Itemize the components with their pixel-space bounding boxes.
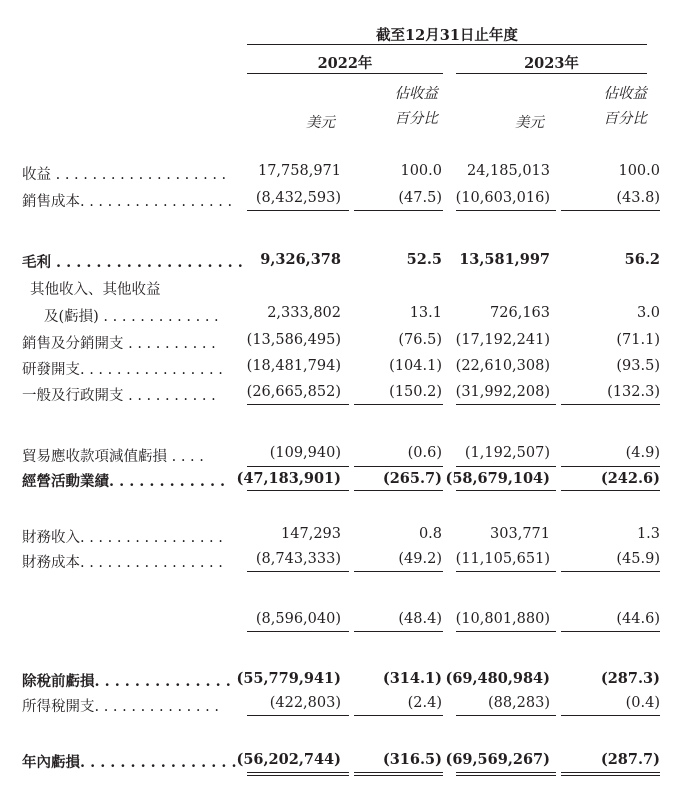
underline <box>247 404 349 405</box>
underline <box>456 631 556 632</box>
double-underline <box>354 772 443 773</box>
underline <box>354 631 443 632</box>
row-rnd-expenses-2022: (18,481,794) <box>246 358 341 374</box>
row-rnd-expenses-2023: (22,610,308) <box>455 358 550 374</box>
row-finance-costs-2023: (11,105,651) <box>455 551 550 567</box>
row-cost-of-sales-2022: (8,432,593) <box>255 190 341 206</box>
row-other-income-2023: 726,163 <box>490 305 550 321</box>
row-gross-profit-2022: 9,326,378 <box>260 251 341 268</box>
row-income-tax-2022: (422,803) <box>269 695 341 711</box>
row-gross-profit-2023: 13,581,997 <box>459 251 550 268</box>
year-2022-rule <box>247 73 443 74</box>
row-gross-profit-2023-pct: 56.2 <box>624 251 660 268</box>
row-revenue-2022-pct: 100.0 <box>400 163 442 179</box>
underline <box>247 210 349 211</box>
row-operating-results-2023: (58,679,104) <box>445 470 550 487</box>
underline <box>354 404 443 405</box>
row-loss-for-year-label: 年內虧損. . . . . . . . . . . . . . . . <box>22 754 237 771</box>
row-finance-costs-2023-pct: (45.9) <box>616 551 660 567</box>
row-finance-income-label: 財務收入. . . . . . . . . . . . . . . . <box>22 530 223 546</box>
row-rnd-expenses-2023-pct: (93.5) <box>616 358 660 374</box>
col-pct-2023-line2: 百分比 <box>603 111 647 127</box>
row-admin-expenses-2022: (26,665,852) <box>246 384 341 400</box>
row-income-tax-2023-pct: (0.4) <box>625 695 660 711</box>
double-underline <box>561 772 660 773</box>
row-gross-profit-label: 毛利 . . . . . . . . . . . . . . . . . . . <box>22 254 243 271</box>
double-underline <box>456 772 556 773</box>
col-pct-2023 <box>604 82 648 132</box>
row-net-finance-2022: (8,596,040) <box>255 611 341 627</box>
row-finance-costs-2022: (8,743,333) <box>255 551 341 567</box>
row-rnd-expenses-2022-pct: (104.1) <box>389 358 442 374</box>
row-impairment-2022-pct: (0.6) <box>407 445 442 461</box>
double-underline <box>456 775 556 776</box>
row-cost-of-sales-2023: (10,603,016) <box>455 190 550 206</box>
row-loss-for-year-2023-pct: (287.7) <box>600 751 660 768</box>
underline <box>354 490 443 491</box>
row-loss-for-year-2023: (69,569,267) <box>445 751 550 768</box>
underline <box>456 715 556 716</box>
underline <box>561 715 660 716</box>
col-pct-2022 <box>395 82 439 132</box>
row-loss-before-tax-2023: (69,480,984) <box>445 670 550 687</box>
row-loss-before-tax-2023-pct: (287.3) <box>600 670 660 687</box>
underline <box>561 490 660 491</box>
row-operating-results-2023-pct: (242.6) <box>600 470 660 487</box>
underline <box>456 466 556 467</box>
row-operating-results-2022-pct: (265.7) <box>382 470 442 487</box>
row-impairment-2023-pct: (4.9) <box>625 445 660 461</box>
row-loss-for-year-2022: (56,202,744) <box>236 751 341 768</box>
col-pct-2023-line1: 佔收益 <box>603 86 647 102</box>
row-other-income-label-line1: 其他收入、其他收益 <box>30 282 161 298</box>
row-revenue-2023: 24,185,013 <box>466 163 550 179</box>
double-underline <box>247 772 349 773</box>
underline <box>561 210 660 211</box>
row-finance-costs-label: 財務成本. . . . . . . . . . . . . . . . <box>22 555 223 571</box>
underline <box>247 466 349 467</box>
underline <box>354 466 443 467</box>
period-heading: 截至12月31日止年度 <box>376 27 518 44</box>
row-other-income-2022-pct: 13.1 <box>409 305 442 321</box>
row-other-income-2023-pct: 3.0 <box>636 305 660 321</box>
row-admin-expenses-2023: (31,992,208) <box>455 384 550 400</box>
row-admin-expenses-2022-pct: (150.2) <box>389 384 442 400</box>
row-selling-expenses-2023-pct: (71.1) <box>616 332 660 348</box>
row-loss-before-tax-label: 除稅前虧損. . . . . . . . . . . . . . <box>22 673 231 690</box>
double-underline <box>561 775 660 776</box>
row-net-finance-2023: (10,801,880) <box>455 611 550 627</box>
col-pct-2022-line2: 百分比 <box>394 111 438 127</box>
row-impairment-label: 貿易應收款項減值虧損 . . . . <box>22 449 204 465</box>
row-loss-before-tax-2022-pct: (314.1) <box>382 670 442 687</box>
row-net-finance-2022-pct: (48.4) <box>398 611 442 627</box>
underline <box>247 571 349 572</box>
row-income-tax-2022-pct: (2.4) <box>407 695 442 711</box>
year-2023-heading: 2023年 <box>524 55 579 72</box>
year-2023-rule <box>456 73 647 74</box>
row-finance-income-2023-pct: 1.3 <box>636 526 660 542</box>
row-revenue-2023-pct: 100.0 <box>618 163 660 179</box>
row-admin-expenses-label: 一般及行政開支 . . . . . . . . . . <box>22 388 216 404</box>
underline <box>561 404 660 405</box>
row-selling-expenses-2023: (17,192,241) <box>455 332 550 348</box>
row-finance-costs-2022-pct: (49.2) <box>398 551 442 567</box>
row-operating-results-2022: (47,183,901) <box>236 470 341 487</box>
row-rnd-expenses-label: 研發開支. . . . . . . . . . . . . . . . <box>22 362 223 378</box>
row-other-income-label-line2: 及(虧損) . . . . . . . . . . . . . <box>44 309 219 325</box>
underline <box>247 631 349 632</box>
row-cost-of-sales-2022-pct: (47.5) <box>398 190 442 206</box>
row-operating-results-label: 經營活動業績. . . . . . . . . . . . <box>22 473 226 490</box>
double-underline <box>247 775 349 776</box>
underline <box>561 571 660 572</box>
underline <box>456 210 556 211</box>
row-income-tax-2023: (88,283) <box>487 695 550 711</box>
col-usd-2022: 美元 <box>306 115 335 131</box>
row-selling-expenses-2022: (13,586,495) <box>246 332 341 348</box>
row-finance-income-2022: 147,293 <box>281 526 341 542</box>
row-revenue-2022: 17,758,971 <box>257 163 341 179</box>
row-admin-expenses-2023-pct: (132.3) <box>607 384 660 400</box>
row-revenue-label: 收益 . . . . . . . . . . . . . . . . . . . <box>22 167 227 183</box>
row-loss-for-year-2022-pct: (316.5) <box>382 751 442 768</box>
row-finance-income-2023: 303,771 <box>490 526 550 542</box>
row-selling-expenses-2022-pct: (76.5) <box>398 332 442 348</box>
underline <box>354 210 443 211</box>
row-other-income-2022: 2,333,802 <box>267 305 341 321</box>
col-pct-2022-line1: 佔收益 <box>394 86 438 102</box>
col-usd-2023: 美元 <box>515 115 544 131</box>
underline <box>456 490 556 491</box>
row-impairment-2022: (109,940) <box>269 445 341 461</box>
underline <box>247 490 349 491</box>
row-loss-before-tax-2022: (55,779,941) <box>236 670 341 687</box>
underline <box>354 715 443 716</box>
underline <box>456 404 556 405</box>
row-net-finance-2023-pct: (44.6) <box>616 611 660 627</box>
period-rule <box>247 44 647 45</box>
row-impairment-2023: (1,192,507) <box>464 445 550 461</box>
underline <box>561 466 660 467</box>
row-finance-income-2022-pct: 0.8 <box>418 526 442 542</box>
row-selling-expenses-label: 銷售及分銷開支 . . . . . . . . . . <box>22 336 216 352</box>
underline <box>456 571 556 572</box>
underline <box>354 571 443 572</box>
year-2022-heading: 2022年 <box>317 55 373 72</box>
underline <box>561 631 660 632</box>
underline <box>247 715 349 716</box>
row-gross-profit-2022-pct: 52.5 <box>406 251 442 268</box>
row-cost-of-sales-label: 銷售成本. . . . . . . . . . . . . . . . . <box>22 194 233 210</box>
double-underline <box>354 775 443 776</box>
row-income-tax-label: 所得稅開支. . . . . . . . . . . . . . <box>22 699 219 715</box>
row-cost-of-sales-2023-pct: (43.8) <box>616 190 660 206</box>
